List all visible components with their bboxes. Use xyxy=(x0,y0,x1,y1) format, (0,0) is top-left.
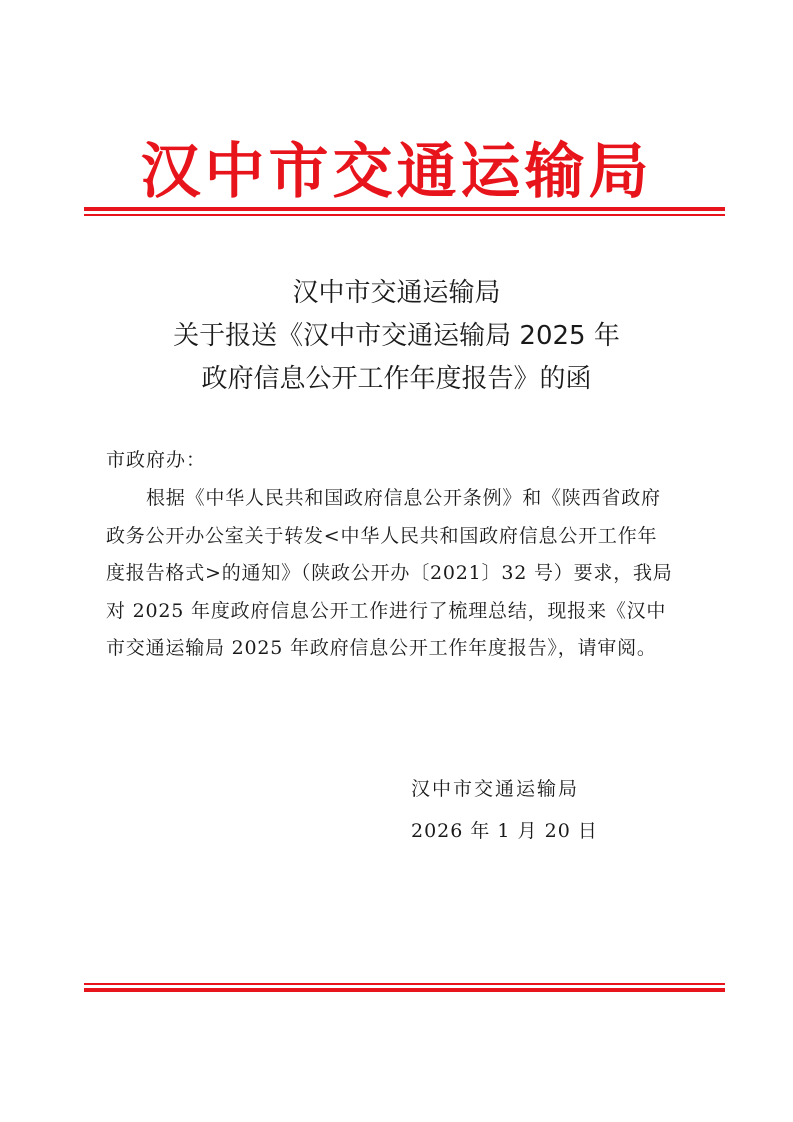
body-line: 对 2025 年度政府信息公开工作进行了梳理总结，现报来《汉中 xyxy=(106,599,667,622)
document-title-line-1: 汉中市交通运输局 xyxy=(292,278,501,308)
document-title-line-3: 政府信息公开工作年度报告》的函 xyxy=(201,364,592,394)
signature-date: 2026 年 1 月 20 日 xyxy=(411,820,598,842)
document-title-line-2: 关于报送《汉中市交通运输局 2025 年 xyxy=(173,321,620,351)
letterhead-rule-thick xyxy=(84,207,725,211)
body-line: 根据《中华人民共和国政府信息公开条例》和《陕西省政府 xyxy=(146,487,661,509)
signature-org: 汉中市交通运输局 xyxy=(411,778,580,800)
letterhead-rule-thin xyxy=(84,214,725,216)
salutation: 市政府办： xyxy=(106,449,207,471)
footer-rule-thin xyxy=(84,983,725,985)
body-paragraph xyxy=(106,480,706,668)
body-line: 度报告格式>的通知》（陕政公开办〔2021〕32 号）要求，我局 xyxy=(106,562,673,584)
document-title xyxy=(0,272,793,401)
body-line: 市交通运输局 2025 年政府信息公开工作年度报告》，请审阅。 xyxy=(106,637,657,659)
footer-rule-thick xyxy=(84,988,725,992)
body-line: 政务公开办公室关于转发<中华人民共和国政府信息公开工作年 xyxy=(106,524,658,547)
letterhead-title: 汉中市交通运输局 xyxy=(140,137,653,207)
